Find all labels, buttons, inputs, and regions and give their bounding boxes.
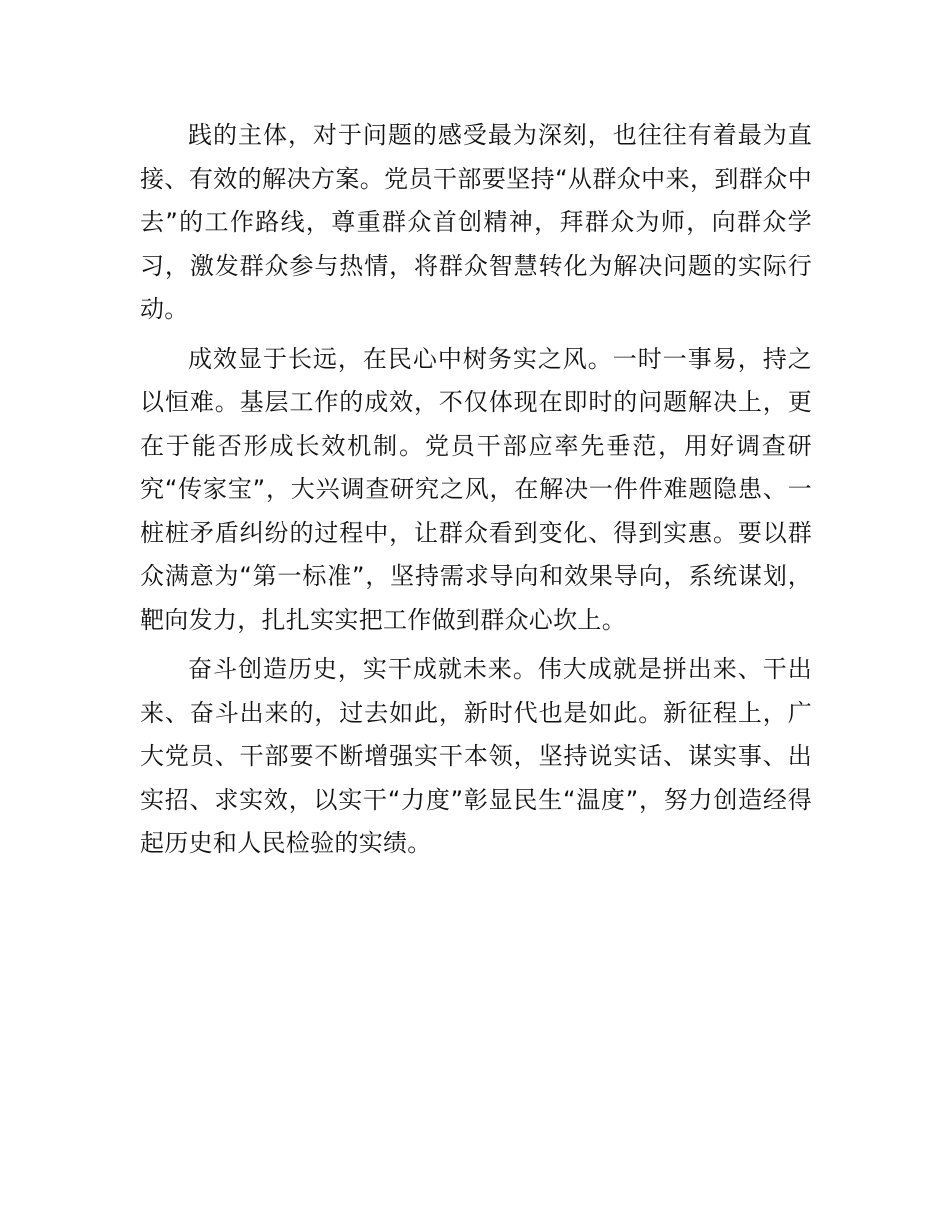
document-body bbox=[140, 114, 812, 872]
paragraph-2: 成效显于长远，在民心中树务实之风。一时一事易，持之以恒难。基层工作的成效，不仅体现在即时的问题解决上，更在于能否形成长效机制。党员干部应率先垂范，用好调查研究“传家宝”，大兴调查研究之风，在解决一件件难题隐患、一桩桩矛盾纠纷的过程中，让群众看到变化、得到实惠。要以群众满意为“第一标准”，坚持需求导向和效果导向，系统谋划，靶向发力，扎扎实实把工作做到群众心坎上。 bbox=[140, 344, 812, 634]
paragraph-1: 践的主体，对于问题的感受最为深刻，也往往有着最为直接、有效的解决方案。党员干部要坚持“从群众中来，到群众中去”的工作路线，尊重群众首创精神，拜群众为师，向群众学习，激发群众参与热情，将群众智慧转化为解决问题的实际行动。 bbox=[140, 121, 812, 323]
paragraph-3: 奋斗创造历史，实干成就未来。伟大成就是拼出来、干出来、奋斗出来的，过去如此，新时代也是如此。新征程上，广大党员、干部要不断增强实干本领，坚持说实话、谋实事、出实招、求实效，以实干“力度”彰显民生“温度”，努力创造经得起历史和人民检验的实绩。 bbox=[140, 655, 812, 857]
